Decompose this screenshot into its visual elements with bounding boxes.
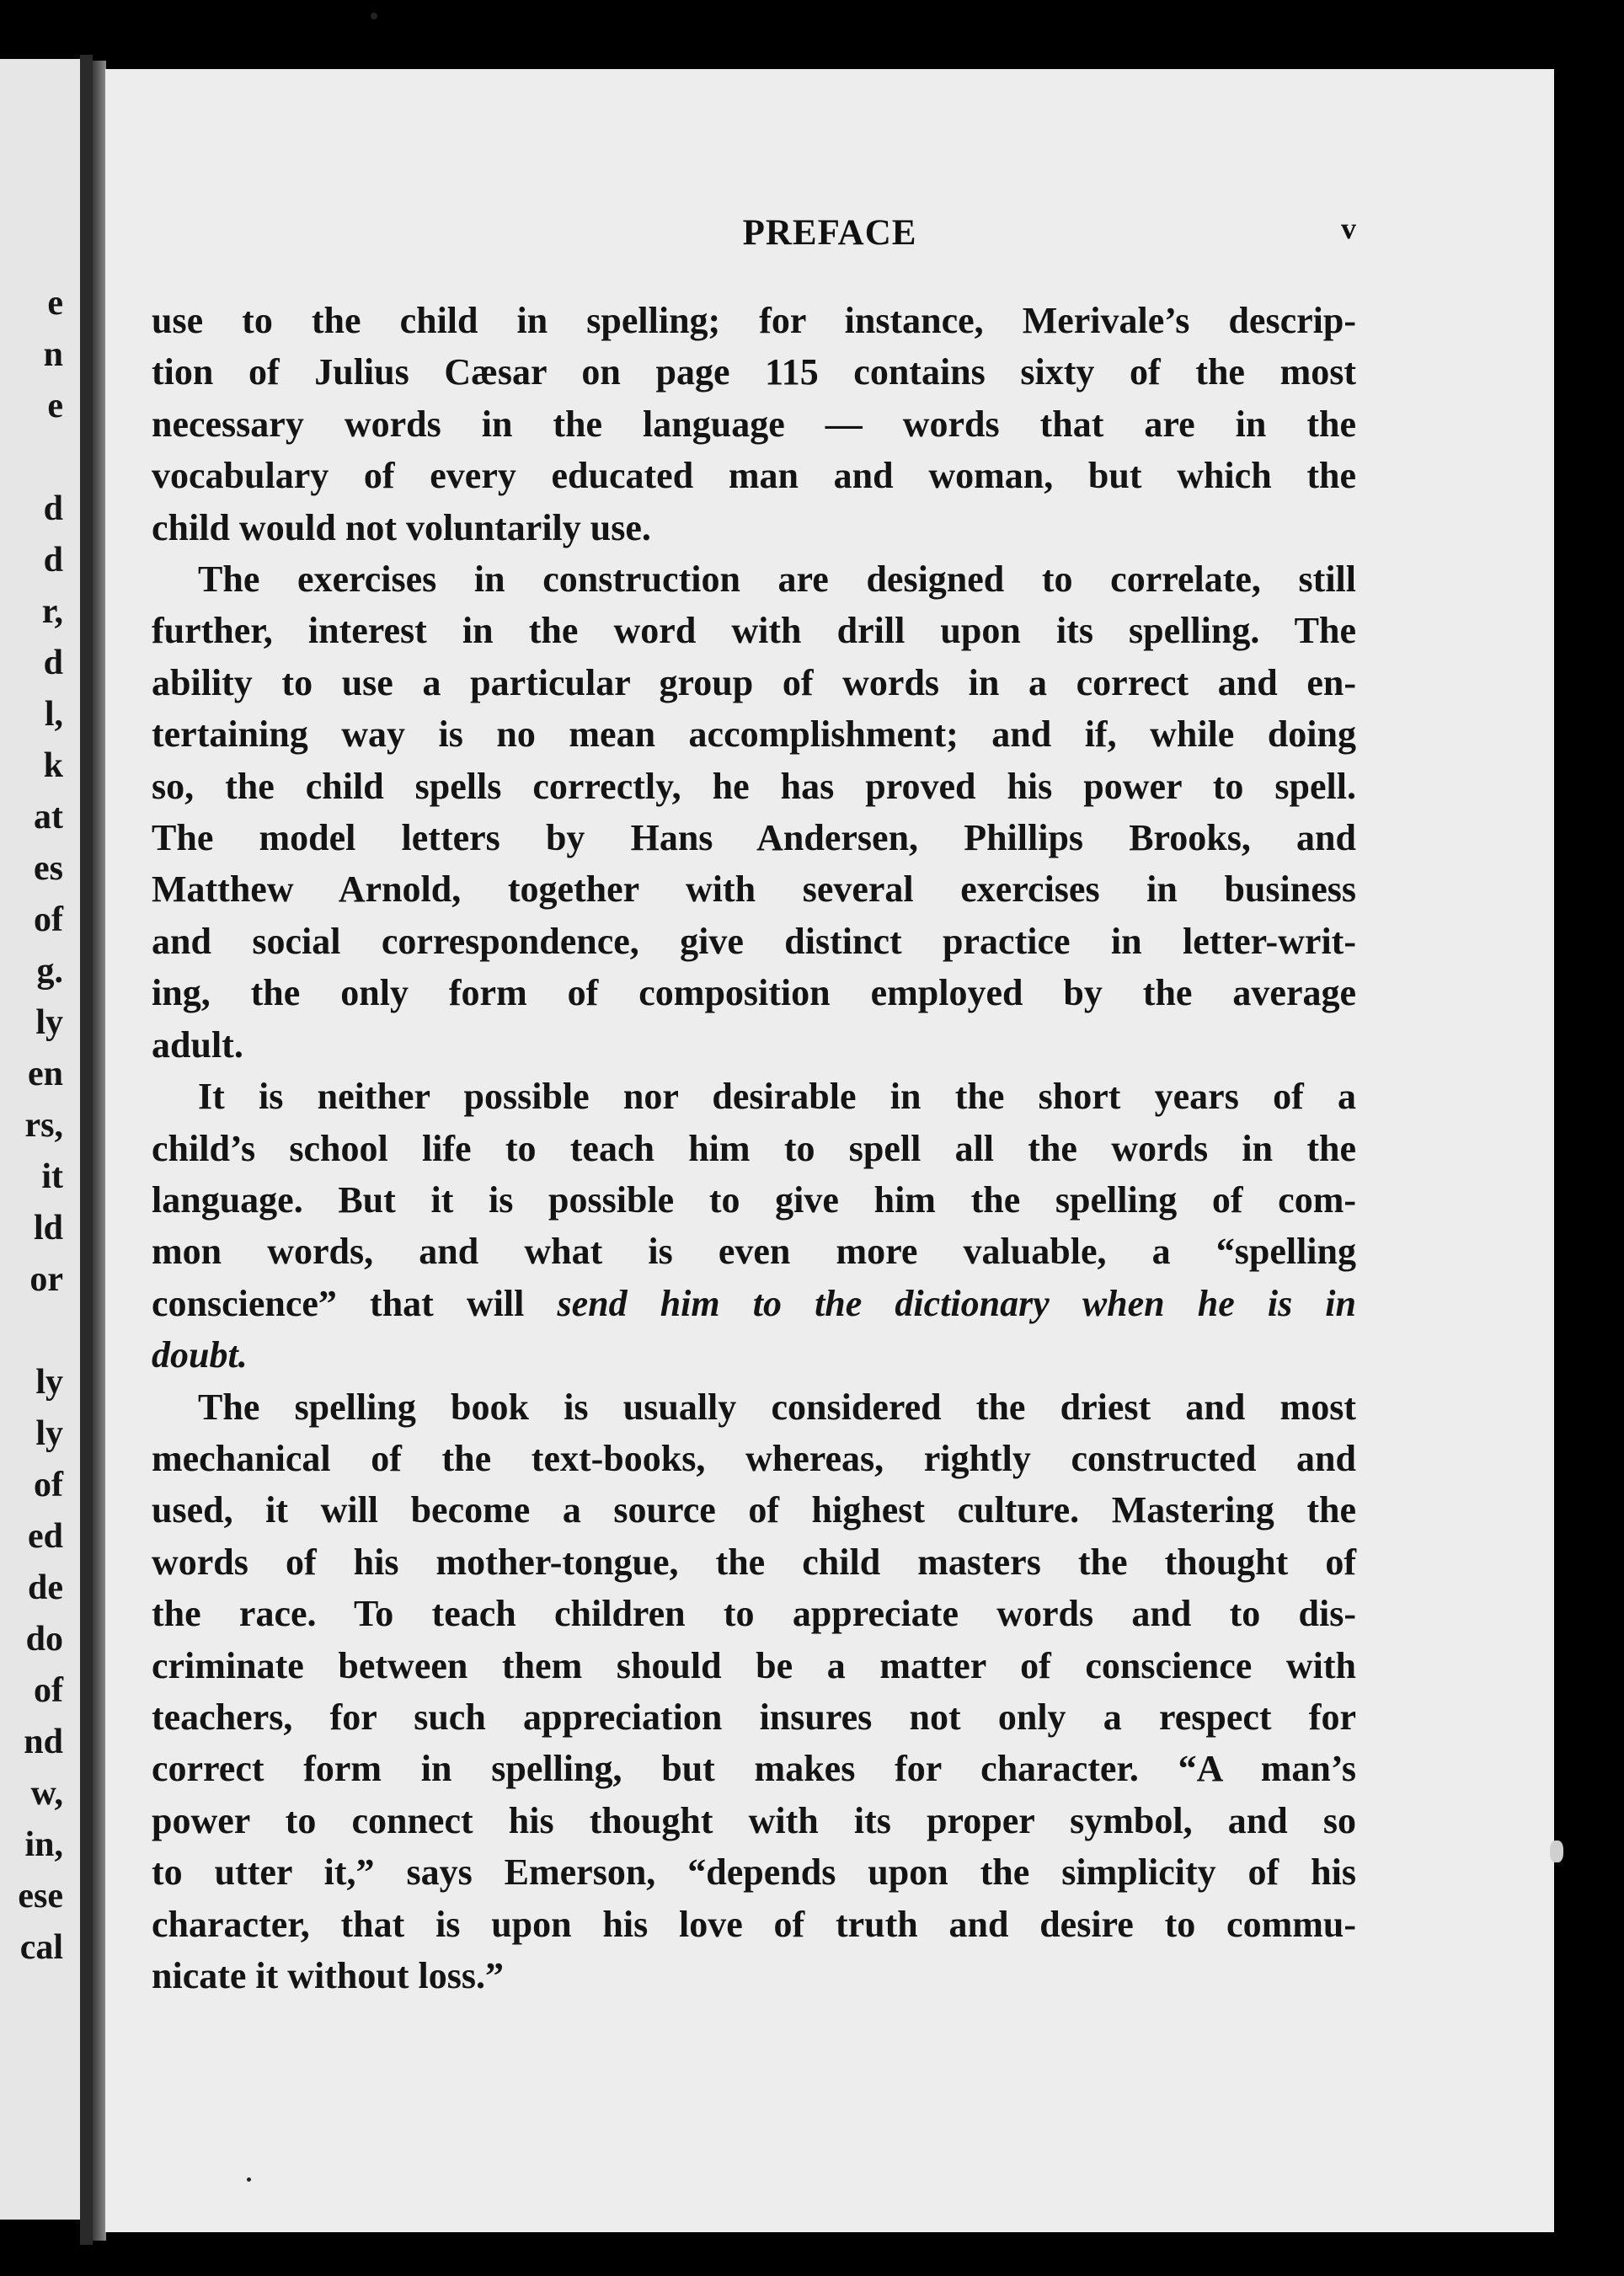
text-line: necessary words in the language — words that are in the <box>152 403 1356 445</box>
text-line: language. But it is possible to give him the spelling of com- <box>152 1178 1356 1221</box>
text-line: words of his mother-tongue, the child masters the thought of <box>152 1541 1356 1583</box>
facing-page-line-endings <box>0 278 63 1974</box>
text-line: teachers, for such appreciation insures not only a respect for <box>152 1696 1356 1738</box>
facing-page-fragment: ly <box>35 1414 63 1453</box>
text-line: The model letters by Hans Andersen, Phillips Brooks, and <box>152 817 1356 859</box>
binding-gutter <box>80 55 93 2245</box>
text-line: and social correspondence, give distinct practice in letter-writ- <box>152 920 1356 962</box>
facing-page-fragment: k <box>43 746 63 785</box>
text-line: child would not voluntarily use. <box>152 506 651 548</box>
page-edge-shadow <box>93 61 106 2241</box>
facing-page-fragment: es <box>34 849 63 888</box>
facing-page-fragment: of <box>34 900 63 939</box>
paragraph-4 <box>152 1381 1356 2002</box>
paragraph-1 <box>152 295 1356 553</box>
text-line: tertaining way is no mean accomplishment; and if, while doing <box>152 713 1356 756</box>
paragraph-3 <box>152 1071 1356 1381</box>
text-line: used, it will become a source of highest culture. Mastering the <box>152 1489 1356 1531</box>
text-line: child’s school life to teach him to spell all the words in the <box>152 1127 1356 1169</box>
text-line: mon words, and what is even more valuable, a “spelling <box>152 1231 1356 1273</box>
text-line: use to the child in spelling; for instance, Merivale’s descrip- <box>152 300 1356 341</box>
facing-page-fragment: rs, <box>24 1106 63 1145</box>
running-head: PREFACE <box>742 213 917 253</box>
text-line: The exercises in construction are designed to correlate, still <box>198 558 1356 601</box>
facing-page-fragment: it <box>41 1157 63 1196</box>
facing-page-fragment: l, <box>44 695 63 734</box>
text-line: further, interest in the word with drill upon its spelling. The <box>152 610 1356 652</box>
facing-page-fragment: d <box>43 644 63 682</box>
facing-page-fragment: e <box>47 387 63 425</box>
facing-page-fragment: en <box>28 1055 63 1093</box>
text-line: power to connect his thought with its proper symbol, and so <box>152 1799 1356 1841</box>
facing-page-fragment: do <box>25 1620 63 1659</box>
text-line: It is neither possible nor desirable in the short years of a <box>198 1076 1356 1118</box>
scan-speck <box>371 13 377 19</box>
facing-page-fragment <box>0 432 63 484</box>
facing-page-fragment: d <box>43 541 63 580</box>
facing-page-fragment: nd <box>24 1723 63 1761</box>
facing-page-fragment: n <box>43 335 63 374</box>
text-line: ability to use a particular group of words in a correct and en- <box>152 661 1356 703</box>
facing-page-fragment: w, <box>30 1774 63 1813</box>
text-line: Matthew Arnold, together with several exercises in business <box>152 868 1356 911</box>
facing-page-fragment: or <box>29 1260 63 1299</box>
text-line: the race. To teach children to appreciate words and to dis- <box>152 1593 1356 1635</box>
emphasized-text: doubt. <box>152 1334 248 1376</box>
scan-edge-mark <box>1550 1841 1563 1862</box>
text-line: character, that is upon his love of truth and desire to commu- <box>152 1903 1356 1945</box>
text-line: The spelling book is usually considered the driest and most <box>198 1386 1356 1428</box>
facing-page-fragment: d <box>43 489 63 528</box>
text-line: criminate between them should be a matter of conscience with <box>152 1644 1356 1686</box>
facing-page-fragment: de <box>28 1568 63 1607</box>
book-page <box>105 69 1554 2232</box>
scan-speck <box>247 2177 251 2182</box>
facing-page-fragment <box>0 1306 63 1357</box>
facing-page-fragment: cal <box>19 1928 63 1967</box>
page-number: v <box>1341 211 1356 245</box>
facing-page-fragment: of <box>34 1466 63 1504</box>
text-line: correct form in spelling, but makes for character. “A man’s <box>152 1748 1356 1790</box>
text-line: nicate it without loss.” <box>152 1955 504 1996</box>
text-line: so, the child spells correctly, he has proved his power to spell. <box>152 765 1356 807</box>
facing-page-fragment: ed <box>28 1517 63 1556</box>
emphasized-text: send him to the dictionary when he is in <box>557 1282 1356 1324</box>
facing-page-fragment: ly <box>35 1363 63 1402</box>
text-line: mechanical of the text-books, whereas, rightly constructed and <box>152 1437 1356 1479</box>
facing-page-fragment: g. <box>36 952 63 991</box>
facing-page-fragment: ese <box>18 1877 63 1915</box>
text-line: to utter it,” says Emerson, “depends upon the simplicity of his <box>152 1851 1356 1894</box>
text-line <box>152 1278 1356 1329</box>
text-line: tion of Julius Cæsar on page 115 contains sixty of the most <box>152 351 1356 393</box>
facing-page-fragment: ld <box>33 1209 63 1248</box>
facing-page-fragment: at <box>34 798 63 836</box>
facing-page-fragment: e <box>47 284 63 323</box>
facing-page-fragment: ly <box>35 1003 63 1042</box>
text-run: conscience” that will <box>152 1282 558 1324</box>
facing-page-fragment: r, <box>41 592 63 631</box>
facing-page-fragment: of <box>34 1671 63 1710</box>
text-line: vocabulary of every educated man and woman, but which the <box>152 455 1356 497</box>
text-line: adult. <box>152 1023 243 1066</box>
text-line: ing, the only form of composition employed by the average <box>152 972 1356 1014</box>
paragraph-2 <box>152 553 1356 1071</box>
body-text <box>152 295 1356 2001</box>
facing-page-fragment: in, <box>24 1825 63 1864</box>
